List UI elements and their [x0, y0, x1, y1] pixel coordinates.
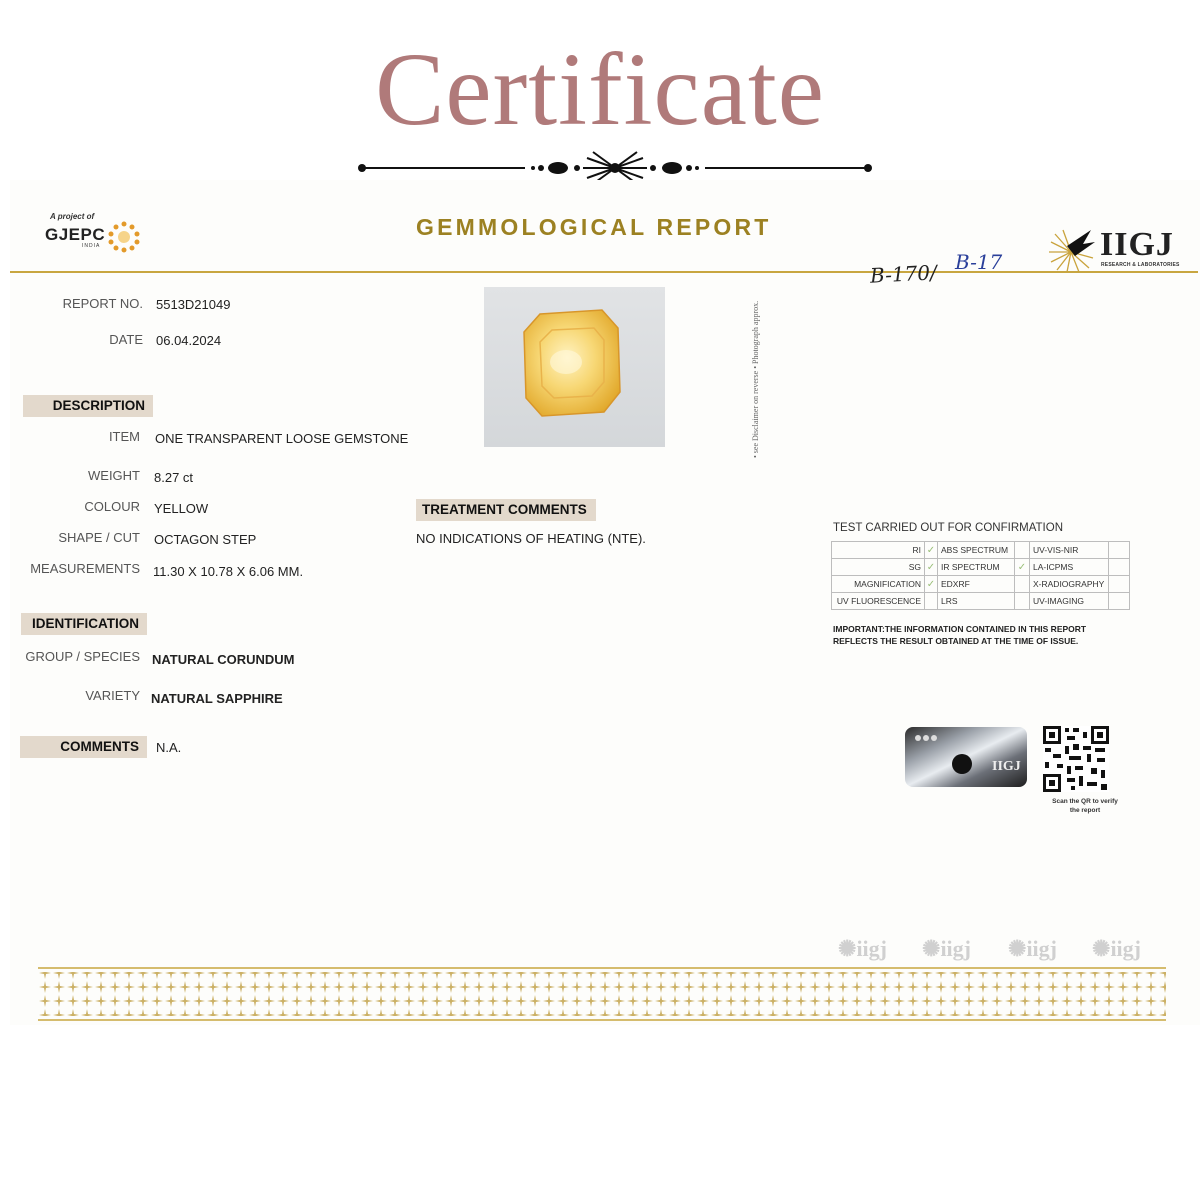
certificate-title: Certificate — [375, 32, 825, 147]
empty-check — [1015, 576, 1030, 593]
treatment-value: NO INDICATIONS OF HEATING (NTE). — [416, 531, 646, 546]
check-icon: ✓ — [925, 559, 938, 576]
header-rule — [10, 271, 1198, 273]
empty-check — [1109, 576, 1130, 593]
treatment-heading: TREATMENT COMMENTS — [416, 499, 596, 521]
hologram-seal — [904, 726, 1028, 788]
watermark-logo: ✺iigj — [838, 936, 887, 961]
handwritten-note-2: B-17 — [955, 250, 1003, 274]
report-no-label: REPORT NO. — [62, 296, 143, 311]
comments-value: N.A. — [156, 740, 182, 755]
test-cell: LA-ICPMS — [1030, 559, 1109, 576]
watermark-logo: ✺iigj — [922, 936, 971, 961]
test-cell: UV FLUORESCENCE — [832, 593, 925, 610]
important-note: IMPORTANT:THE INFORMATION CONTAINED IN THIS REPORT REFLECTS THE RESULT OBTAINED AT THE TIME OF ISSUE. — [833, 624, 1087, 646]
gjepc-emblem-icon — [106, 221, 142, 253]
colour-value: YELLOW — [154, 501, 209, 516]
test-cell: RI — [832, 542, 925, 559]
gjepc-tagline: A project of — [50, 212, 95, 221]
table-row — [832, 559, 1130, 576]
empty-check — [925, 593, 938, 610]
shape-value: OCTAGON STEP — [154, 532, 257, 547]
check-icon: ✓ — [925, 542, 938, 559]
identification-heading: IDENTIFICATION — [21, 613, 147, 635]
hologram-text: IIGJ — [992, 759, 1021, 774]
check-icon: ✓ — [925, 576, 938, 593]
table-row — [832, 593, 1130, 610]
weight-value: 8.27 ct — [154, 470, 194, 485]
decorative-star-border — [38, 966, 1166, 1022]
check-icon: ✓ — [1015, 559, 1030, 576]
tests-title: TEST CARRIED OUT FOR CONFIRMATION — [833, 522, 1064, 534]
measurements-value: 11.30 X 10.78 X 6.06 MM. — [153, 564, 304, 579]
qr-code-icon[interactable] — [1043, 726, 1109, 792]
description-heading: DESCRIPTION — [23, 395, 153, 417]
test-cell: ABS SPECTRUM — [938, 542, 1015, 559]
empty-check — [1109, 559, 1130, 576]
watermark-logo: ✺iigj — [1008, 936, 1057, 961]
test-cell: X-RADIOGRAPHY — [1030, 576, 1109, 593]
variety-value: NATURAL SAPPHIRE — [151, 691, 283, 706]
test-cell: UV-VIS-NIR — [1030, 542, 1109, 559]
group-value: NATURAL CORUNDUM — [152, 652, 295, 667]
weight-label: WEIGHT — [88, 468, 140, 483]
gem-photo — [484, 287, 665, 447]
test-cell: LRS — [938, 593, 1015, 610]
table-row — [832, 576, 1130, 593]
yellow-sapphire-icon — [518, 300, 628, 425]
empty-check — [1109, 593, 1130, 610]
photo-disclaimer: • see Disclaimer on reverse • Photograph approx. — [751, 300, 760, 458]
colour-label: COLOUR — [84, 499, 140, 514]
tests-table — [831, 541, 1130, 610]
date-value: 06.04.2024 — [156, 333, 222, 348]
iigj-logo-text: IIGJ — [1100, 226, 1174, 263]
report-no-value: 5513D21049 — [156, 297, 231, 312]
iigj-sunburst-icon — [1045, 226, 1097, 274]
empty-check — [1109, 542, 1130, 559]
test-cell: IR SPECTRUM — [938, 559, 1015, 576]
empty-check — [1015, 542, 1030, 559]
report-title: GEMMOLOGICAL REPORT — [416, 214, 772, 240]
iigj-logo-sub: RESEARCH & LABORATORIES — [1101, 262, 1180, 268]
item-label: ITEM — [108, 429, 140, 444]
shape-label: SHAPE / CUT — [58, 530, 140, 545]
comments-heading: COMMENTS — [20, 736, 147, 758]
gjepc-logo-text: GJEPC — [45, 225, 106, 244]
test-cell: SG — [832, 559, 925, 576]
item-value: ONE TRANSPARENT LOOSE GEMSTONE — [155, 431, 409, 446]
test-cell: EDXRF — [938, 576, 1015, 593]
date-label: DATE — [109, 332, 143, 347]
handwritten-note-1: B-170/ — [869, 260, 938, 288]
table-row — [832, 542, 1130, 559]
variety-label: VARIETY — [85, 688, 140, 703]
test-cell: UV-IMAGING — [1030, 593, 1109, 610]
gjepc-logo-sub: INDIA — [82, 243, 101, 249]
group-label: GROUP / SPECIES — [25, 649, 140, 664]
watermark-logo: ✺iigj — [1092, 936, 1141, 961]
empty-check — [1015, 593, 1030, 610]
measurements-label: MEASUREMENTS — [30, 561, 140, 576]
qr-caption: Scan the QR to verify the report — [1052, 798, 1118, 814]
test-cell: MAGNIFICATION — [832, 576, 925, 593]
